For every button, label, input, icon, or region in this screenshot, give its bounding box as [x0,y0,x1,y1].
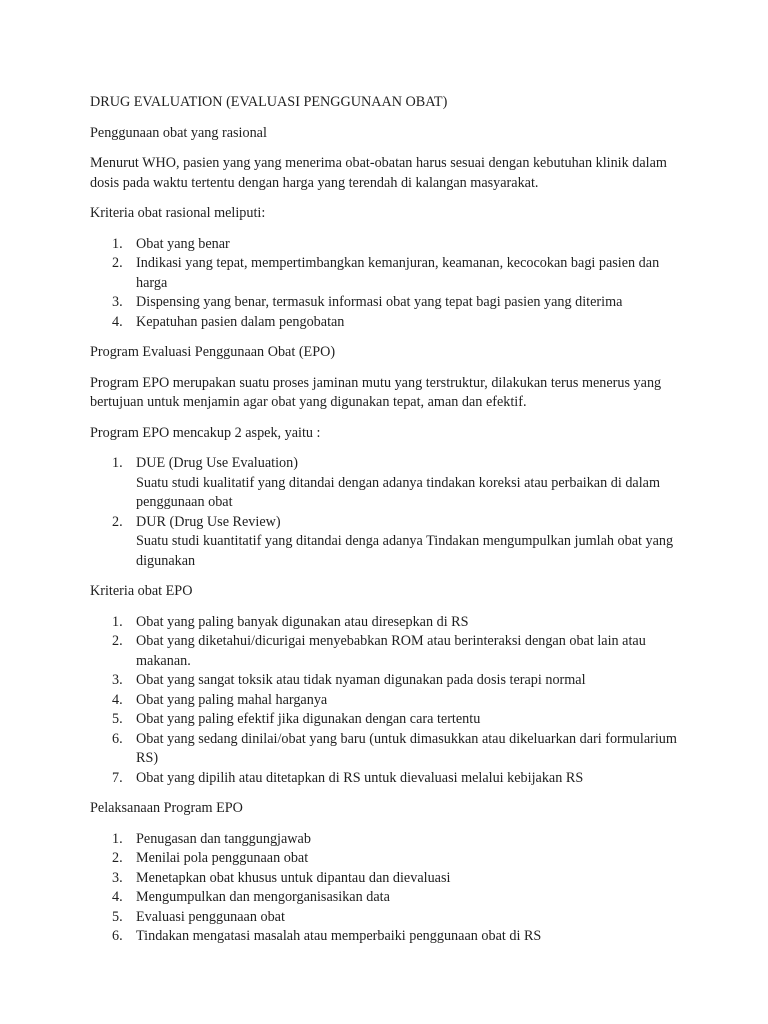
list-text: Menetapkan obat khusus untuk dipantau dan dievaluasi [136,869,451,886]
list-number: 1. [112,455,123,471]
list-number: 3. [112,294,123,310]
list-text: Penugasan dan tanggungjawab [136,830,311,847]
list-text: Tindakan mengatasi masalah atau memperbaiki penggunaan obat di RS [136,928,542,944]
list-text: Kepatuhan pasien dalam pengobatan [136,313,345,330]
list-number: 4. [112,313,123,330]
list-number: 2. [112,633,123,649]
list-item [90,235,680,255]
list-item [90,293,680,313]
list-number: 1. [112,830,123,847]
list-item [90,927,680,947]
section3-heading: Kriteria obat EPO [90,583,193,599]
epo-aspects-list [90,454,680,571]
list-number: 3. [112,672,123,688]
list-item [90,869,680,889]
list-item [90,830,680,850]
list-number: 3. [112,869,123,886]
list-number: 5. [112,711,123,727]
rational-criteria-list [90,235,680,333]
list-number: 6. [112,730,123,747]
list-item [90,313,680,333]
list-item [90,671,680,691]
epo-criteria-list [90,613,680,789]
list-text: Evaluasi penggunaan obat [136,908,285,925]
section1-heading: Penggunaan obat yang rasional [90,124,267,141]
list-text: Obat yang sangat toksik atau tidak nyaman digunakan pada dosis terapi normal [136,672,586,688]
section2-body: Program EPO merupakan suatu proses jaminan mutu yang terstruktur, dilakukan terus menerus yang bertujuan untuk menjamin agar obat yang digunakan tepat, aman dan efektif. [90,374,662,410]
list-number: 5. [112,908,123,925]
list-number: 4. [112,691,123,708]
list-number: 2. [112,850,123,866]
list-item [90,254,680,293]
aspect-description: Suatu studi kuantitatif yang ditandai denga adanya Tindakan mengumpulkan jumlah obat yang digunakan [136,533,674,569]
section4-heading: Pelaksanaan Program EPO [90,800,243,816]
list-text: Mengumpulkan dan mengorganisasikan data [136,889,390,905]
list-item [90,769,680,789]
list-number: 6. [112,928,123,944]
list-item [90,888,680,908]
list-item [90,632,680,671]
list-text: Obat yang sedang dinilai/obat yang baru (untuk dimasukkan atau dikeluarkan dari formularium RS) [136,730,677,766]
list-number: 1. [112,235,123,252]
list-item [90,613,680,633]
list-item [90,691,680,711]
list-text: Obat yang paling banyak digunakan atau diresepkan di RS [136,613,469,630]
list-text: Obat yang paling mahal harganya [136,691,328,708]
list-item [90,849,680,869]
list-text: Obat yang dipilih atau ditetapkan di RS untuk dievaluasi melalui kebijakan RS [136,769,584,786]
section2-heading: Program Evaluasi Penggunaan Obat (EPO) [90,344,336,360]
epo-implementation-list [90,830,680,947]
list-text: Obat yang paling efektif jika digunakan dengan cara tertentu [136,711,481,727]
list-number: 2. [112,513,123,530]
list-number: 1. [112,613,123,630]
aspect-name: DUE (Drug Use Evaluation) [136,455,298,471]
document-title: DRUG EVALUATION (EVALUASI PENGGUNAAN OBAT) [90,94,448,110]
list-text: Obat yang diketahui/dicurigai menyebabkan ROM atau berinteraksi dengan obat lain atau makanan. [136,633,646,669]
list-text: Indikasi yang tepat, mempertimbangkan kemanjuran, keamanan, kecocokan bagi pasien dan harga [136,255,660,291]
criteria-intro: Kriteria obat rasional meliputi: [90,205,266,221]
list-number: 2. [112,255,123,271]
list-text: Dispensing yang benar, termasuk informasi obat yang tepat bagi pasien yang diterima [136,294,623,310]
list-number: 4. [112,889,123,905]
list-item [90,730,680,769]
aspect-name: DUR (Drug Use Review) [136,513,281,530]
section1-body: Menurut WHO, pasien yang yang menerima obat-obatan harus sesuai dengan kebutuhan klinik dalam dosis pada waktu tertentu dengan harga yang terendah di kalangan masyarakat. [90,155,667,191]
list-item [90,710,680,730]
list-item [90,513,680,572]
document-body [90,93,680,958]
aspect-description: Suatu studi kualitatif yang ditandai dengan adanya tindakan koreksi atau perbaikan di dalam penggunaan obat [136,474,660,510]
aspects-intro: Program EPO mencakup 2 aspek, yaitu : [90,424,321,441]
list-item [90,454,680,513]
list-item [90,908,680,928]
list-text: Menilai pola penggunaan obat [136,850,309,866]
list-number: 7. [112,769,123,786]
list-text: Obat yang benar [136,235,230,252]
